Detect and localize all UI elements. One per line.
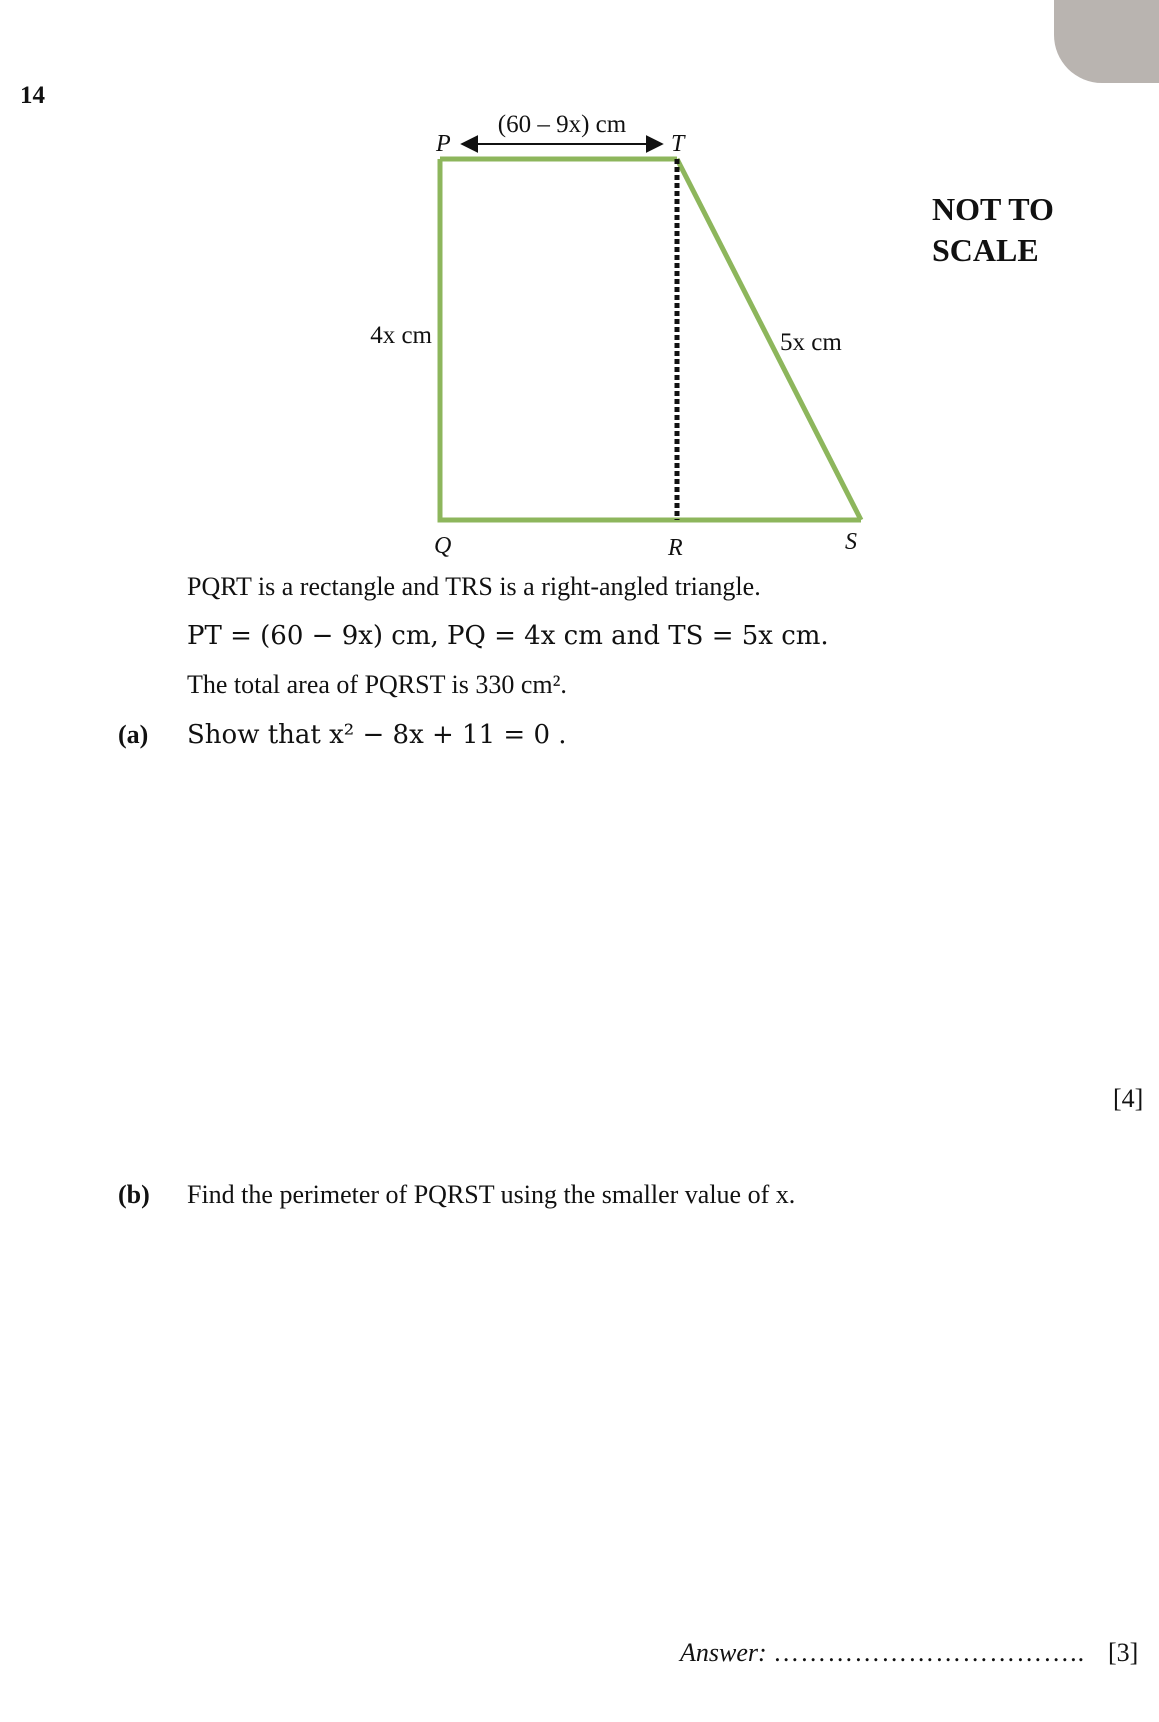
answer-line: [680, 1638, 1085, 1668]
statement-line-2: PT = (60 − 9x) cm, PQ = 4x cm and TS = 5x cm.: [187, 621, 829, 651]
dimension-top-label: (60 – 9x) cm: [497, 111, 627, 138]
part-a-text: Show that x² − 8x + 11 = 0 .: [187, 720, 567, 750]
answer-blank[interactable]: ……………………………..: [773, 1638, 1086, 1667]
vertex-label-s: S: [845, 529, 857, 555]
vertex-label-r: R: [668, 535, 683, 561]
part-b-text: Find the perimeter of PQRST using the smaller value of x.: [187, 1180, 796, 1209]
part-b-label: (b): [118, 1180, 150, 1209]
vertex-label-t: T: [671, 131, 685, 157]
dimension-left-label: 4x cm: [370, 322, 432, 349]
geometry-diagram: [0, 0, 1159, 600]
part-a-label: (a): [118, 720, 149, 749]
answer-label: Answer:: [680, 1638, 767, 1667]
statement-line-1: PQRT is a rectangle and TRS is a right-angled triangle.: [187, 572, 761, 601]
not-to-scale-line-1: NOT TO: [932, 191, 1054, 227]
vertex-label-p: P: [436, 131, 451, 157]
statement-line-3: The total area of PQRST is 330 cm².: [187, 670, 567, 699]
vertex-label-q: Q: [434, 533, 452, 559]
question-number: 14: [20, 82, 45, 109]
not-to-scale-line-2: SCALE: [932, 232, 1039, 268]
part-b-marks: [3]: [1108, 1638, 1139, 1667]
part-a-marks: [4]: [1113, 1084, 1144, 1113]
dimension-slant-label: 5x cm: [780, 329, 842, 356]
